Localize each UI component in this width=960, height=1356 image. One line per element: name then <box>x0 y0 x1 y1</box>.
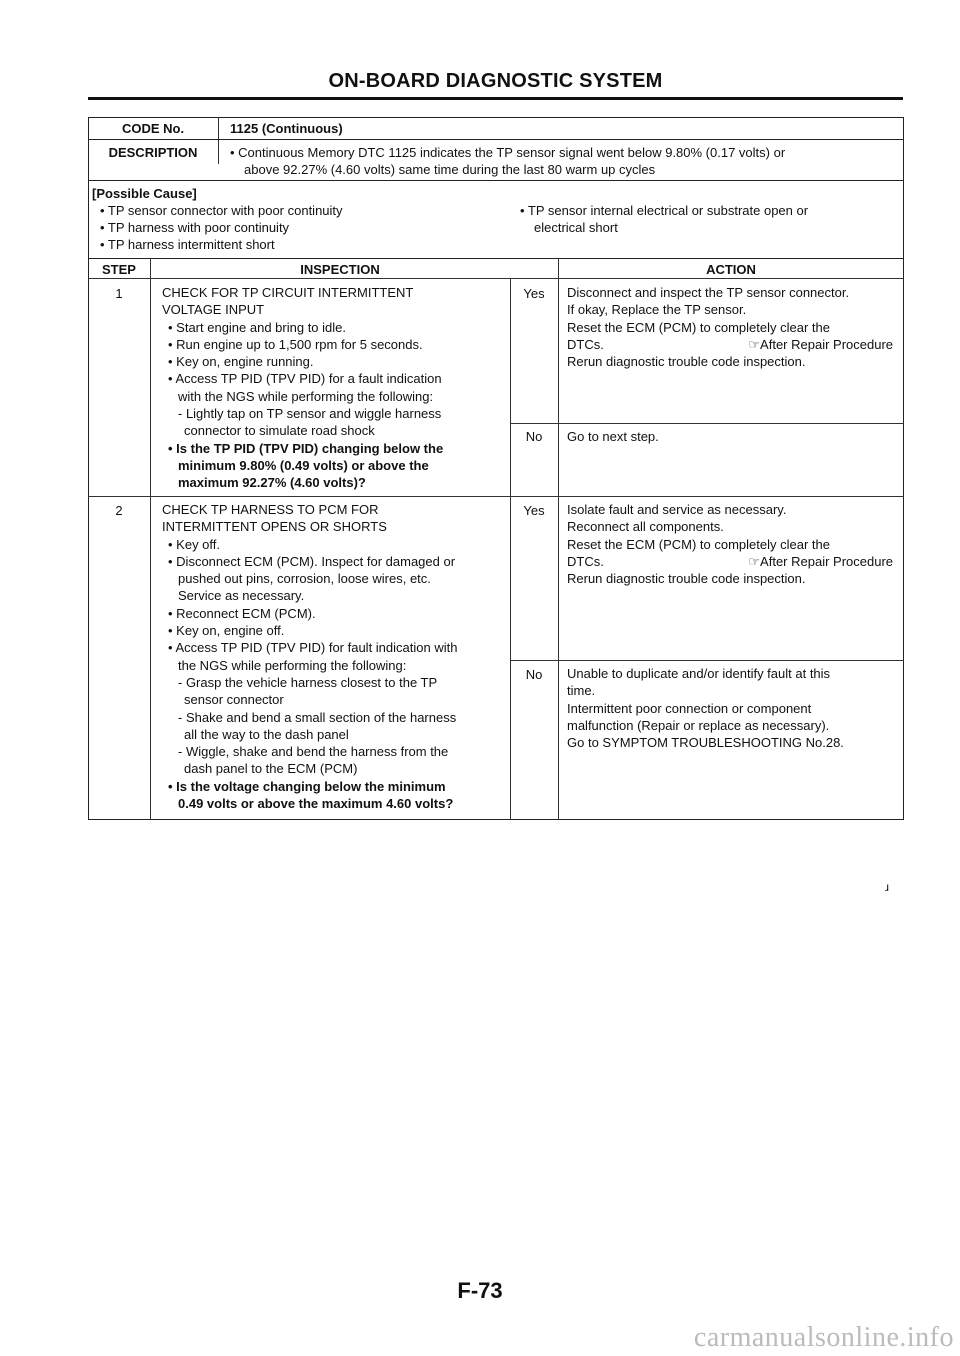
step-2-yes-action-line: Reset the ECM (PCM) to completely clear the <box>567 536 830 552</box>
page-code: F-73 <box>457 1278 503 1303</box>
page-header: ON-BOARD DIAGNOSTIC SYSTEM <box>328 70 663 92</box>
possible-cause-left-1: • TP sensor connector with poor continuity <box>100 203 343 218</box>
step-separator <box>88 496 904 497</box>
step-1-dtcs: DTCs. <box>567 336 604 352</box>
step-1-inspection-line: • Key on, engine running. <box>168 354 314 370</box>
step-2-inspection-line: Service as necessary. <box>178 588 305 604</box>
step-2-yes-action <box>567 501 893 587</box>
step-1-inspection-line: CHECK FOR TP CIRCUIT INTERMITTENT <box>162 285 414 300</box>
step-2-no-action-line: Go to SYMPTOM TROUBLESHOOTING No.28. <box>567 735 844 751</box>
step-1-yes-label: Yes <box>523 286 545 301</box>
description-label: DESCRIPTION <box>108 145 198 160</box>
step-1-no-label: No <box>525 429 543 444</box>
step-2-inspection-line: the NGS while performing the following: <box>178 657 407 673</box>
step-1-inspection-line: connector to simulate road shock <box>184 423 375 439</box>
step-2-inspection-line: all the way to the dash panel <box>184 726 349 742</box>
column-header-inspection: INSPECTION <box>300 262 380 277</box>
step-2-inspection-line: • Is the voltage changing below the minimum <box>168 778 446 794</box>
step-2-inspection-line: dash panel to the ECM (PCM) <box>184 761 358 777</box>
step-2-yes-label: Yes <box>523 503 545 518</box>
step-1-inspection-line: VOLTAGE INPUT <box>162 302 265 318</box>
step-2-inspection-line: INTERMITTENT OPENS OR SHORTS <box>162 519 387 535</box>
step-1-number: 1 <box>115 286 123 301</box>
step-1-no-action: Go to next step. <box>567 429 659 444</box>
column-header-action: ACTION <box>706 262 756 277</box>
step1-yesno-rule <box>510 423 904 424</box>
step-2-yes-action-line: Isolate fault and service as necessary. <box>567 502 787 517</box>
step-2-no-action <box>567 665 844 751</box>
step-2-no-action-line: Unable to duplicate and/or identify fault at this <box>567 666 831 681</box>
step-1-yes-action <box>567 284 893 370</box>
step-2-inspection-line: • Access TP PID (TPV PID) for fault indication with <box>168 640 458 656</box>
step-1-yes-action-line: Disconnect and inspect the TP sensor connector. <box>567 285 850 300</box>
step-2-inspection-line: • Disconnect ECM (PCM). Inspect for damaged or <box>168 553 456 569</box>
step-2-inspection-line: - Wiggle, shake and bend the harness from the <box>178 744 449 760</box>
possible-cause-left-3: • TP harness intermittent short <box>100 237 275 252</box>
step-2-after-repair-ref: ☞After Repair Procedure <box>748 553 893 569</box>
step-1-yes-action-line: If okay, Replace the TP sensor. <box>567 302 747 318</box>
inspection-col-divider <box>510 278 511 820</box>
step-2-inspection-line: • Key on, engine off. <box>168 623 285 639</box>
step-2-inspection-line: • Reconnect ECM (PCM). <box>168 605 316 621</box>
step-2-inspection <box>162 501 457 812</box>
step-2-no-action-line: time. <box>567 683 596 699</box>
possible-cause-title: [Possible Cause] <box>92 186 197 201</box>
possible-cause-left-2: • TP harness with poor continuity <box>100 220 290 235</box>
code-value: 1125 (Continuous) <box>230 121 343 136</box>
margin-mark: ɹ <box>885 880 889 894</box>
step-2-inspection-line: 0.49 volts or above the maximum 4.60 volts? <box>178 796 454 812</box>
step-2-inspection-line: CHECK TP HARNESS TO PCM FOR <box>162 502 379 517</box>
step-2-dtcs: DTCs. <box>567 553 604 569</box>
possible-cause-right-2: electrical short <box>534 220 618 235</box>
possible-cause-right-1: • TP sensor internal electrical or substrate open or <box>520 203 809 218</box>
step-1-yes-action-line: Rerun diagnostic trouble code inspection. <box>567 354 806 370</box>
step-1-inspection-line: • Start engine and bring to idle. <box>168 319 347 335</box>
description-line-1: • Continuous Memory DTC 1125 indicates the TP sensor signal went below 9.80% (0.17 volts) or <box>230 145 786 160</box>
step-1-after-repair-ref: ☞After Repair Procedure <box>748 336 893 352</box>
yesno-col-divider <box>558 258 559 820</box>
step-2-yes-action-line <box>567 553 893 570</box>
step-1-inspection-line: • Run engine up to 1,500 rpm for 5 seconds. <box>168 336 423 352</box>
step-2-inspection-line: pushed out pins, corrosion, loose wires, etc. <box>178 571 431 587</box>
step-1-inspection-line: • Is the TP PID (TPV PID) changing below the <box>168 440 444 456</box>
step-2-number: 2 <box>115 503 123 518</box>
step-1-inspection <box>162 284 443 492</box>
step-2-inspection-line: • Key off. <box>168 536 221 552</box>
step-2-yes-action-line: Reconnect all components. <box>567 519 724 535</box>
step-2-no-label: No <box>525 667 543 682</box>
step-1-inspection-line: maximum 92.27% (4.60 volts)? <box>178 475 366 491</box>
step-2-no-action-line: malfunction (Repair or replace as necessary). <box>567 717 830 733</box>
step-2-inspection-line: sensor connector <box>184 692 284 708</box>
step-1-inspection-line: • Access TP PID (TPV PID) for a fault indication <box>168 371 442 387</box>
step-2-inspection-line: - Shake and bend a small section of the harness <box>178 709 457 725</box>
step-1-yes-action-line: Reset the ECM (PCM) to completely clear the <box>567 319 830 335</box>
step-1-inspection-line: minimum 9.80% (0.49 volts) or above the <box>178 457 429 473</box>
step-2-yes-action-line: Rerun diagnostic trouble code inspection. <box>567 571 806 587</box>
header-rule <box>88 97 903 100</box>
step-2-inspection-line: - Grasp the vehicle harness closest to the TP <box>178 674 438 690</box>
step-1-yes-action-line <box>567 336 893 353</box>
column-header-step: STEP <box>102 262 136 277</box>
step-1-inspection-line: with the NGS while performing the following: <box>178 388 434 404</box>
step-col-divider <box>150 258 151 820</box>
watermark: carmanualsonline.info <box>693 1322 954 1353</box>
step2-yesno-rule <box>510 660 904 661</box>
step-2-no-action-line: Intermittent poor connection or component <box>567 700 812 716</box>
step-1-inspection-line: - Lightly tap on TP sensor and wiggle harness <box>178 406 442 422</box>
code-label: CODE No. <box>121 121 185 136</box>
description-line-2: above 92.27% (4.60 volts) same time during the last 80 warm up cycles <box>244 162 656 177</box>
